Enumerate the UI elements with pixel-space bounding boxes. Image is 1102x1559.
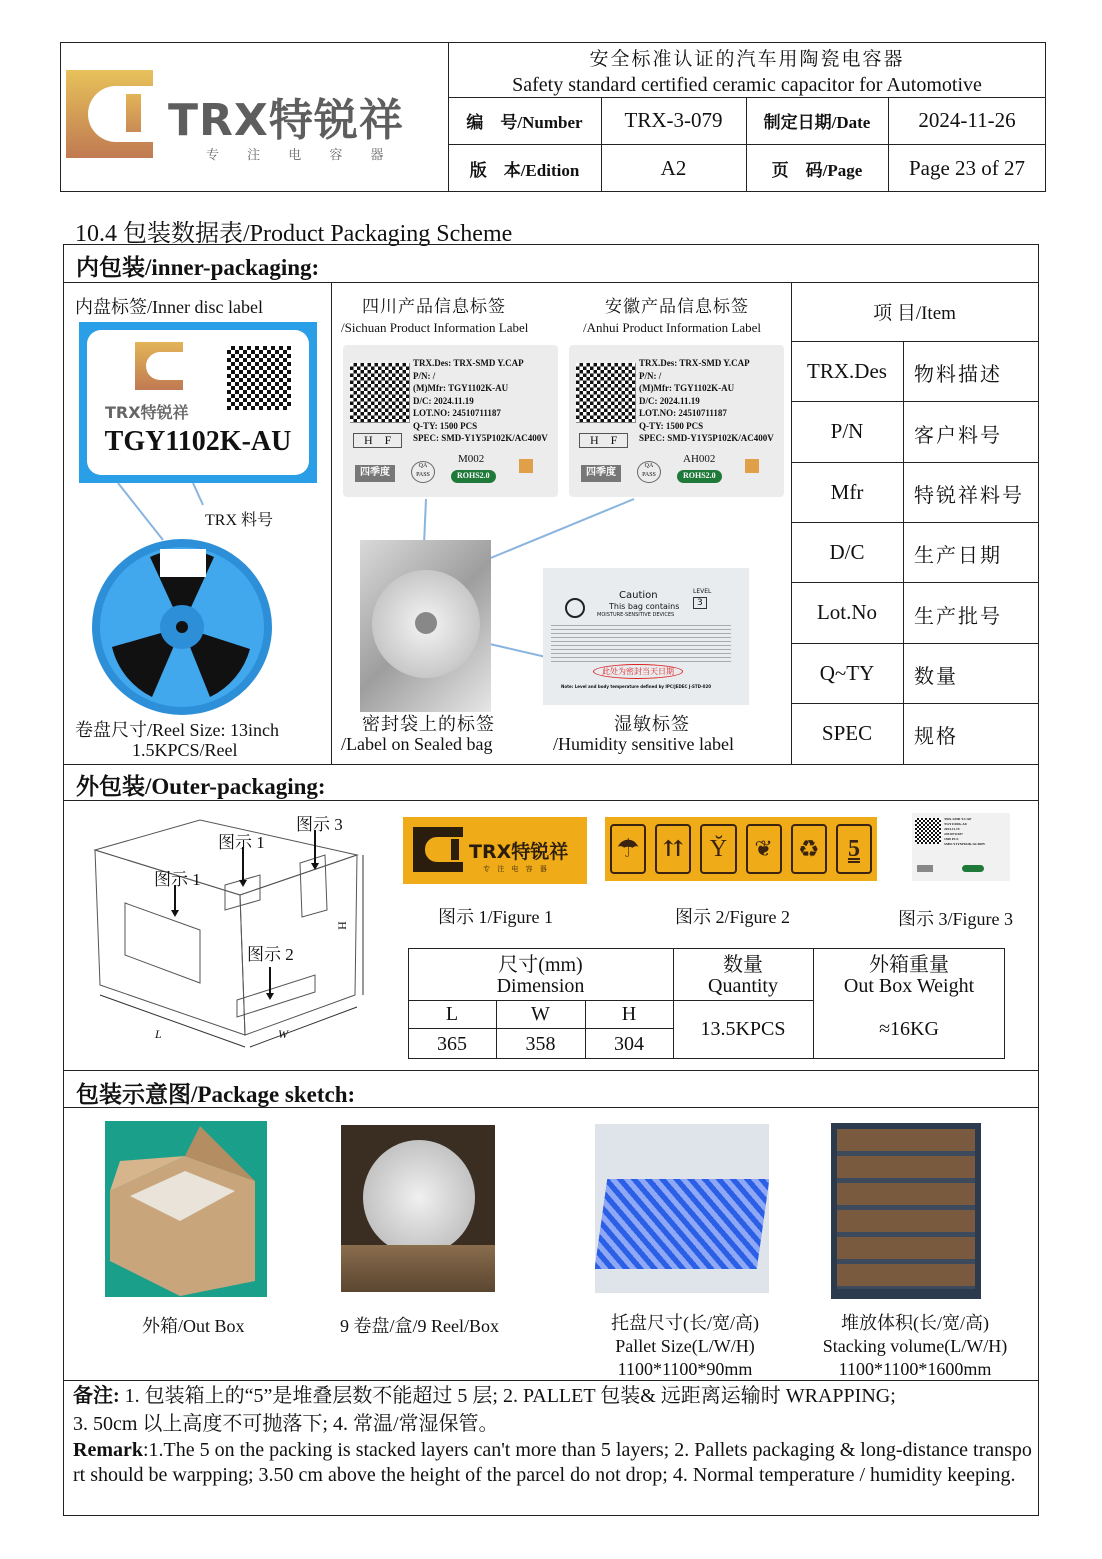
anhui-label-title: 安徽产品信息标签 xyxy=(605,297,749,316)
weight-header-en: Out Box Weight xyxy=(843,974,975,997)
sketch-caption: Stacking volume(L/W/H) xyxy=(822,1335,1008,1356)
no-symbol-icon xyxy=(565,598,585,618)
width-value: 358 xyxy=(525,1032,556,1055)
disc-label-image xyxy=(79,322,317,483)
number-label: 编 号/Number xyxy=(466,113,583,132)
page-value: Page 23 of 27 xyxy=(908,155,1026,180)
item-value: 生产批号 xyxy=(914,606,1002,628)
humidity-label-title: 湿敏标签 xyxy=(614,714,690,734)
sketch-caption: 1100*1100*1600mm xyxy=(838,1358,992,1379)
col-l: L xyxy=(445,1003,459,1025)
figure2-handling-symbols xyxy=(605,817,877,881)
sichuan-product-label: TRX.Des: TRX-SMD Y.CAP P/N: / (M)Mfr: TGY1102K-AU D/C: 2024.11.19 LOT.NO: 24510711187 Q-TY: 1500 PCS SPEC: SMD-Y1Y5P102K/AC400V H F 四季度 QA PASS M002 ROHS2.0 xyxy=(343,345,558,497)
figure1-logo-mark: TRX特锐祥 专 注 电 容 器 xyxy=(403,817,587,884)
stack-limit-icon: 5 xyxy=(836,824,872,874)
quantity-header-cn: 数量 xyxy=(723,953,763,976)
reel-box-photo xyxy=(341,1125,495,1292)
stacking-photo xyxy=(831,1123,981,1299)
weight-header-cn: 外箱重量 xyxy=(869,953,949,976)
figure2-caption: 图示 2/Figure 2 xyxy=(675,907,790,927)
section-title: 10.4 包装数据表/Product Packaging Scheme xyxy=(75,221,513,247)
disc-part-number: TGY1102K-AU xyxy=(104,426,292,457)
remarks xyxy=(73,1382,1033,1488)
disc-label-title: 内盘标签/Inner disc label xyxy=(75,297,263,317)
humidity-label-photo: Caution This bag contains MOISTURE-SENSITIVE DEVICES LEVEL 3 此处为密封当天日期 Note: Level and body temperature defined by IPC/JEDEC J-STD-020 xyxy=(543,568,749,705)
diagram-label-fig2: 图示 2 xyxy=(247,945,294,964)
diagram-label-fig1: 图示 1 xyxy=(218,833,265,852)
this-way-up-icon: ⇈ xyxy=(655,824,691,874)
anhui-product-label: TRX.Des: TRX-SMD Y.CAP P/N: / (M)Mfr: TGY1102K-AU D/C: 2024.11.19 LOT.NO: 24510711187 Q-TY: 1500 PCS SPEC: SMD-Y1Y5P102K/AC400V H F 四季度 QA PASS AH002 ROHS2.0 xyxy=(569,345,784,497)
keep-dry-icon: ☂ xyxy=(610,824,646,874)
item-key: D/C xyxy=(829,539,865,564)
col-w: W xyxy=(531,1003,550,1025)
reel-qty: 1.5KPCS/Reel xyxy=(132,740,238,760)
diagram-label-fig3: 图示 3 xyxy=(296,815,343,834)
qr-code-icon xyxy=(227,346,291,410)
remarks-cn-1: 1. 包装箱上的“5”是堆叠层数不能超过 5 层; 2. PALLET 包装& 远距离运输时 WRAPPING; xyxy=(119,1385,896,1407)
quantity-value: 13.5KPCS xyxy=(700,1018,786,1040)
length-value: 365 xyxy=(437,1032,467,1055)
figure3-caption: 图示 3/Figure 3 xyxy=(898,909,1013,929)
weight-value: ≈16KG xyxy=(879,1018,939,1040)
sketch-caption: Pallet Size(L/W/H) xyxy=(615,1335,755,1356)
dimension-header-cn: 尺寸(mm) xyxy=(498,953,583,976)
item-value: 数量 xyxy=(914,666,958,688)
figure3-product-label: TRX-SMD Y.CAP TGY1102K-AU 2024.11.19 24510711187 1500 PCS SMD-Y1Y5P102K/AC400V xyxy=(912,813,1010,881)
fragile-icon: Ῠ xyxy=(700,824,736,874)
item-key: Q~TY xyxy=(819,660,875,685)
col-h: H xyxy=(621,1003,637,1025)
sealed-label-subtitle: /Label on Sealed bag xyxy=(341,734,493,754)
out-box-photo xyxy=(105,1121,267,1297)
reel-image xyxy=(90,537,275,717)
item-key: Mfr xyxy=(830,479,864,504)
reel-size: 卷盘尺寸/Reel Size: 13inch xyxy=(75,720,279,740)
edition-value: A2 xyxy=(660,155,687,180)
sealed-label-title: 密封袋上的标签 xyxy=(362,714,495,734)
doc-title-cn: 安全标准认证的汽车用陶瓷电容器 xyxy=(589,48,905,70)
sichuan-label-title: 四川产品信息标签 xyxy=(362,297,506,316)
dimension-header-en: Dimension xyxy=(496,974,585,997)
sketch-caption: 堆放体积(长/宽/高) xyxy=(841,1313,989,1333)
item-value: 规格 xyxy=(914,726,958,748)
date-value: 2024-11-26 xyxy=(918,108,1016,132)
recycle-icon: ♻ xyxy=(791,824,827,874)
date-label: 制定日期/Date xyxy=(763,113,871,132)
handle-with-care-icon: ❦ xyxy=(746,824,782,874)
sichuan-label-subtitle: /Sichuan Product Information Label xyxy=(341,320,529,335)
diagram-label-fig1: 图示 1 xyxy=(154,870,201,889)
company-logo xyxy=(66,70,446,165)
inner-packaging-heading: 内包装/inner-packaging: xyxy=(76,255,320,280)
package-sketch-heading: 包装示意图/Package sketch: xyxy=(76,1082,356,1107)
item-key: TRX.Des xyxy=(807,358,887,383)
quantity-header-en: Quantity xyxy=(708,974,778,997)
document-page: TRX特锐祥 专 注 电 容 器 安全标准认证的汽车用陶瓷电容器 Safety standard certified ceramic capacitor for Automotive 编 号/Number TRX-3-079 制定日期/Date 2024-11-26 版 本/Edition A2 页 码/Page Page 23 of 27 10.4 包装数据表/Product Packaging Scheme 内包装/inner-packaging: 内盘标签/Inner disc label TRX特锐祥 TGY1102K-AU TRX 料号 卷盘尺寸/Reel Size: 13inch 1.5KPCS/Reel 四川产品信息标签 /Sichuan Product Information Label 安徽产品信息标签 /Anhui Product Information Label TRX.Des: TRX-SMD Y.CAP P/N: / (M)Mfr: TGY1102K-AU D/C: 2024.11.19 LOT.NO: 24510711187 Q-TY: 1500 PCS SPEC: SMD-Y1Y5P102K/AC400V H F 四季度 QA PASS M002 ROHS2.0 TRX.Des: TRX-SMD Y.CAP P/N: / (M)Mfr: TGY1102K-AU D/C: 2024.11.19 LOT.NO: 24510711187 Q-TY: 1500 PCS SPEC: SMD-Y1Y5P102K/AC400V H F 四季度 QA PASS AH002 ROHS2.0 Caution This bag contains MOISTURE-SENSITIVE DEVICES LEVEL 3 此处为密封当天日期 Note: Level and body temperature defined by IPC/JEDEC J-STD-020 密封袋上的标签 /Label on Sealed bag 湿敏标签 /Humidity sensitive label 项 目/Item TRX.Des 物料描述 P/N 客户料号 Mfr 特锐祥料号 D/C 生产日期 Lot.No 生产批号 Q~TY 数量 SPEC 规格 外包装/Outer-packaging: 图示 3 图示 1 图示 1 图示 2 L W H TRX特锐祥 专 注 电 容 器 ☂ ⇈ Ῠ ❦ ♻ 5 TRX-SMD Y.CAP TGY1102K-AU 2024.11.19 24510711187 1500 PCS SMD-Y1Y5P102K/AC400V 图示 1/Figure 1 图示 2/Figure 2 图示 3/Figure 3 尺寸(mm) Dimension 数量 Quantity 外箱重量 Out Box Weight L W H 365 358 304 13.5KPCS ≈16KG 包装示意图/Package sketch: 外箱/Out Box 9 卷盘/盒/9 Reel/Box 托盘尺寸(长/宽/高) Pallet Size(L/W/H) 1100*1100*90mm 堆放体积(长/宽/高) Stacking volume(L/W/H) 1100*1100*1600mm 备注: 1. 包装箱上的“5”是堆叠层数不能超过 5 层; 2. PALLET 包装& 远距离运输时 WRAPPING; 3. 50cm 以上高度不可抛落下; 4. 常温/常湿保管。 Remark:1.The 5 on the packing is stacked layers can't more than 5 layers; 2. Pallets packaging & long-distance transport should be warpping; 3.50 cm above the height of the parcel do not drop; 4. Normal temperature / humidity keeping. xyxy=(0,0,1102,1559)
sketch-caption: 1100*1100*90mm xyxy=(617,1358,753,1379)
item-value: 生产日期 xyxy=(914,545,1002,567)
qr-code-icon xyxy=(350,363,410,423)
logo-slogan: 专 注 电 容 器 xyxy=(206,148,384,163)
item-value: 客户料号 xyxy=(914,425,1002,447)
sketch-caption: 9 卷盘/盒/9 Reel/Box xyxy=(340,1316,499,1336)
remarks-cn-label: 备注: xyxy=(73,1385,120,1407)
figure1-caption: 图示 1/Figure 1 xyxy=(438,907,553,927)
sketch-caption: 外箱/Out Box xyxy=(142,1316,245,1336)
sealed-bag-photo xyxy=(360,540,491,712)
qr-code-icon xyxy=(576,363,636,423)
number-value: TRX-3-079 xyxy=(624,108,723,132)
humidity-label-subtitle: /Humidity sensitive label xyxy=(553,734,734,754)
pallet-photo xyxy=(595,1124,769,1293)
page-label: 页 码/Page xyxy=(771,160,863,180)
remarks-cn-2: 3. 50cm 以上高度不可抛落下; 4. 常温/常湿保管。 xyxy=(73,1413,499,1435)
item-key: SPEC xyxy=(821,721,873,745)
disc-logo-text: TRX特锐祥 xyxy=(105,403,189,422)
outer-packaging-heading: 外包装/Outer-packaging: xyxy=(76,774,326,799)
qr-code-icon xyxy=(915,818,941,844)
height-value: 304 xyxy=(614,1032,644,1055)
item-table-header: 项 目/Item xyxy=(873,303,956,324)
remarks-en: :1.The 5 on the packing is stacked layers can't more than 5 layers; 2. Pallets packaging & long-distance transport should be warpping; 3.50 cm above the height of the parcel do not drop; 4. Normal temperature / humidity keeping. xyxy=(73,1439,1032,1486)
logo-text: TRX特锐祥 xyxy=(168,95,404,146)
item-key: Lot.No xyxy=(816,600,878,624)
item-value: 特锐祥料号 xyxy=(914,485,1024,507)
edition-label: 版 本/Edition xyxy=(469,160,580,180)
item-key: P/N xyxy=(830,419,864,443)
doc-title-en: Safety standard certified ceramic capacitor for Automotive xyxy=(512,73,982,96)
trx-part-label: TRX 料号 xyxy=(205,512,274,529)
item-value: 物料描述 xyxy=(914,364,1002,386)
remarks-en-label: Remark xyxy=(73,1439,143,1461)
sketch-caption: 托盘尺寸(长/宽/高) xyxy=(611,1313,759,1333)
anhui-label-subtitle: /Anhui Product Information Label xyxy=(583,320,761,335)
